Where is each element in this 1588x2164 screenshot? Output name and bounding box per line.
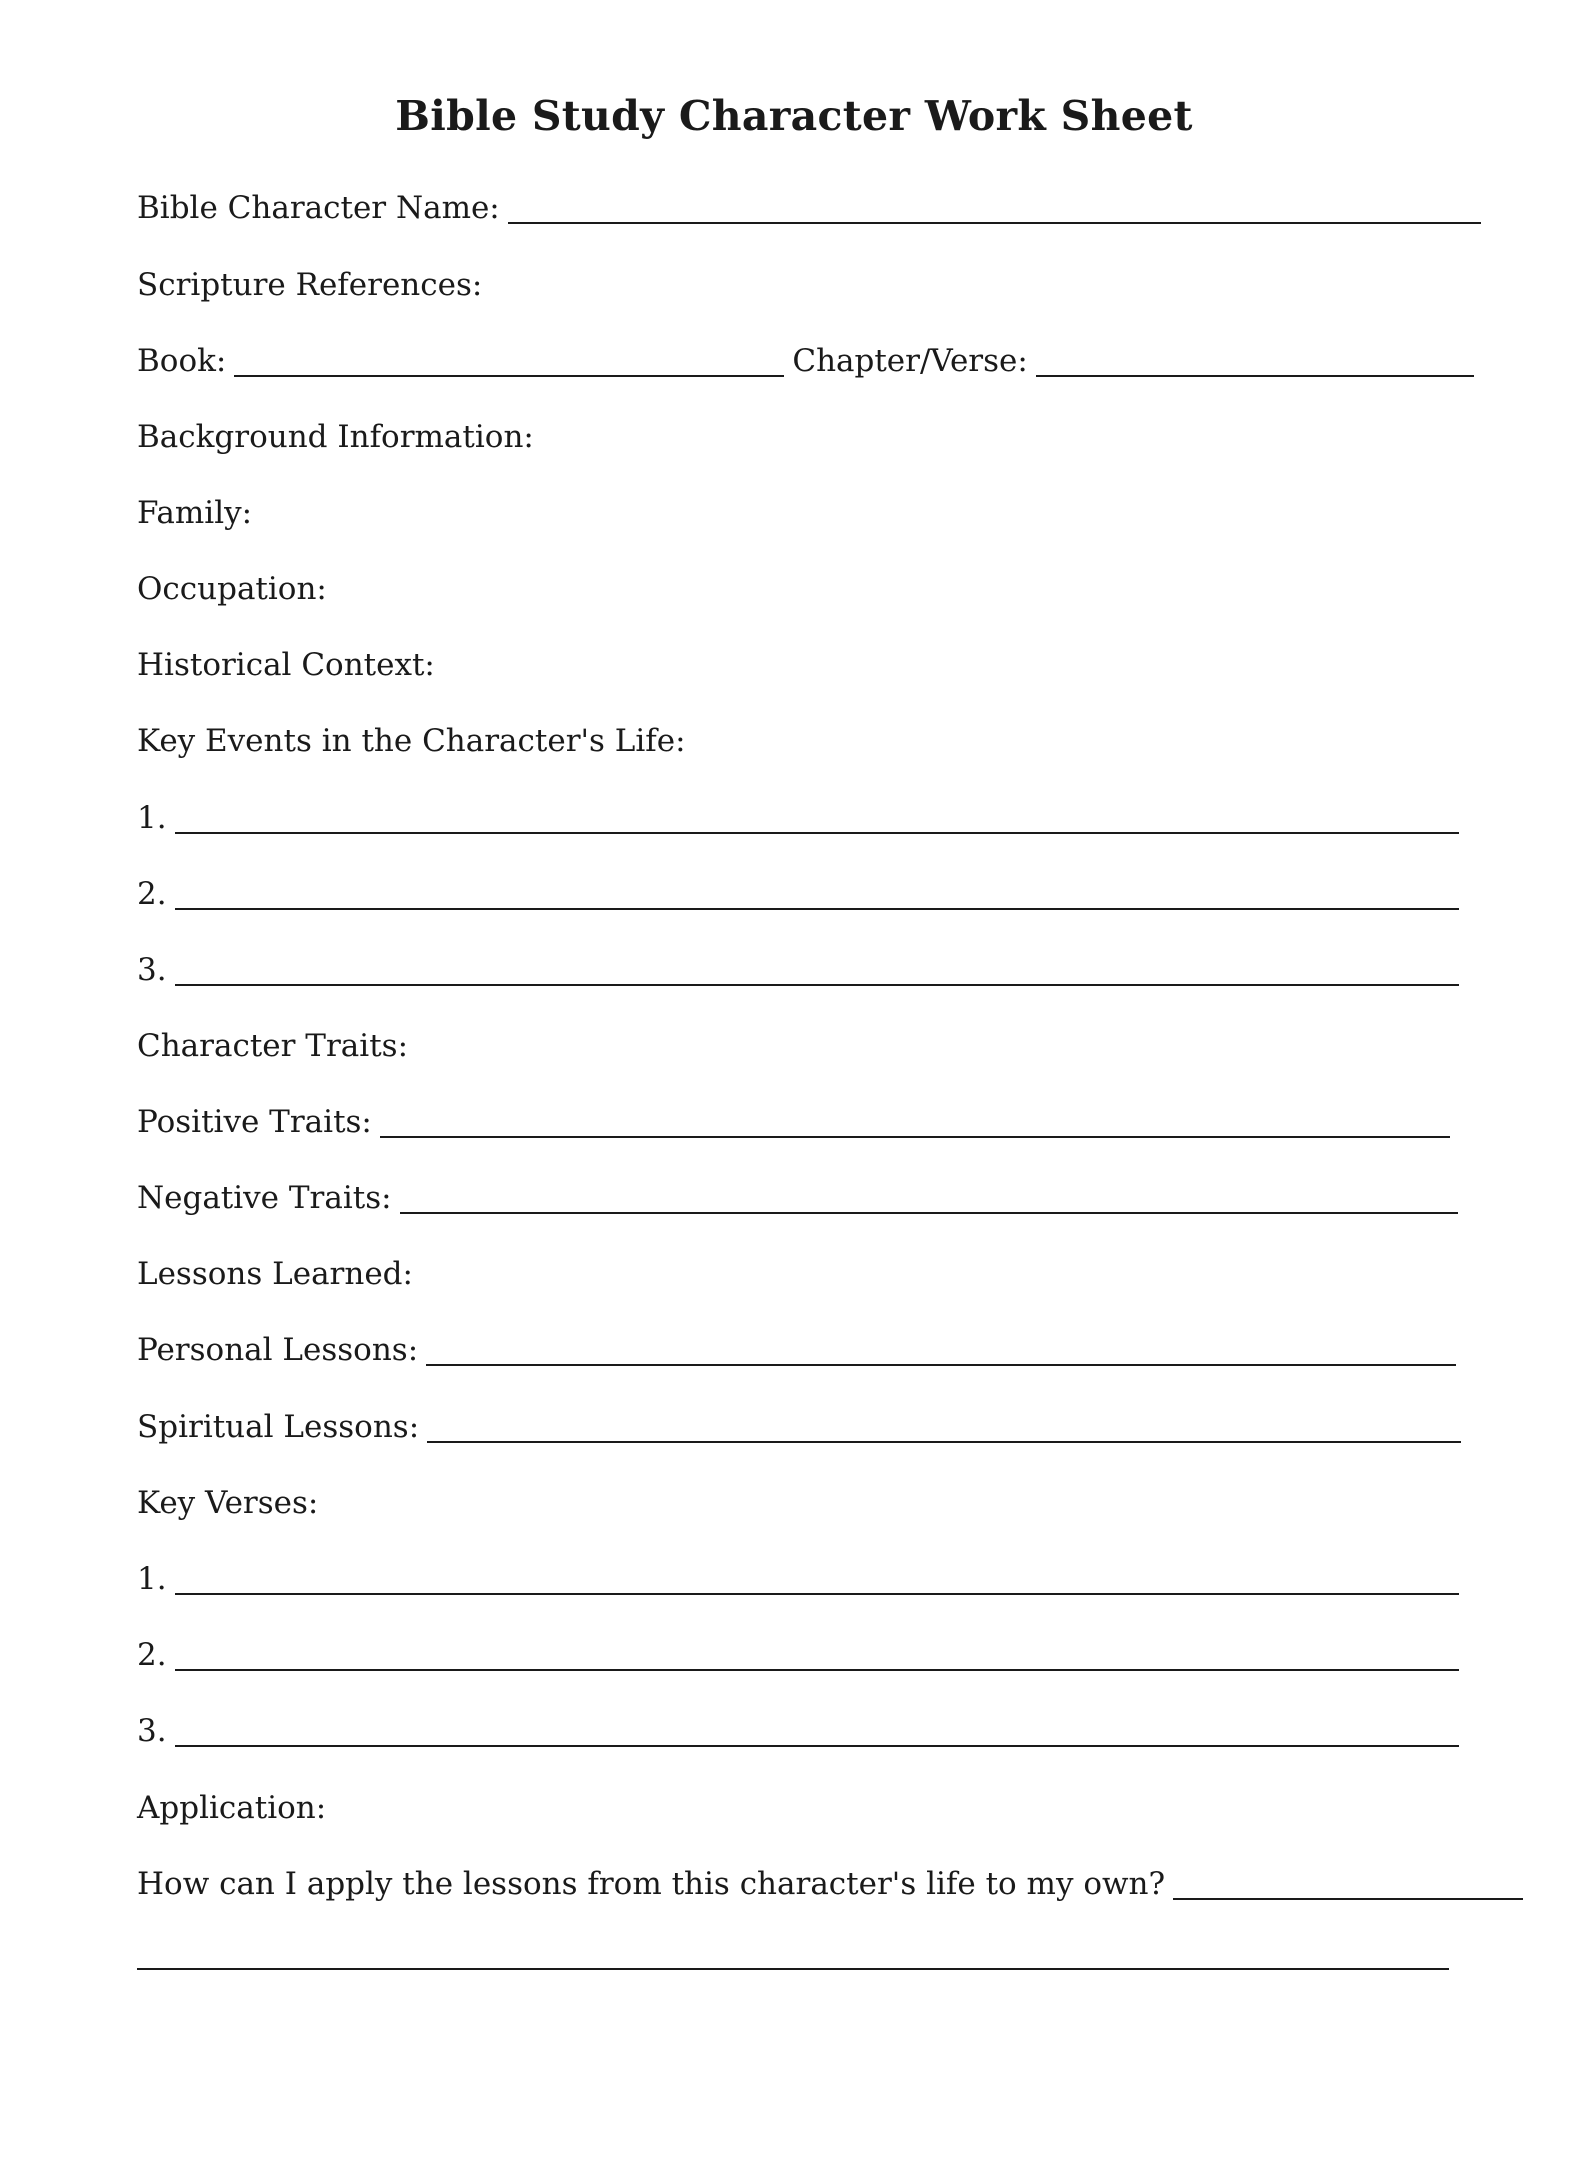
positive-label: Positive Traits: [137,1104,372,1140]
page-title: Bible Study Character Work Sheet [395,92,1193,140]
occupation-row [137,561,327,609]
application-row [137,1780,326,1828]
question-label: How can I apply the lessons from this character's life to my own? [137,1866,1166,1902]
key-verse-item [137,1627,1459,1675]
key-event-blank[interactable] [175,832,1459,834]
key-event-number: 1. [137,800,167,836]
traits-label: Character Traits: [137,1028,409,1064]
book-label: Book: [137,343,227,379]
question-row [137,1856,1523,1904]
key-event-item [137,790,1459,838]
negative-label: Negative Traits: [137,1180,392,1216]
key-verses-label: Key Verses: [137,1485,319,1521]
key-verse-number: 3. [137,1713,167,1749]
spiritual-label: Spiritual Lessons: [137,1409,420,1445]
key-event-blank[interactable] [175,908,1459,910]
background-label: Background Information: [137,419,534,455]
chapter-verse-label: Chapter/Verse: [792,343,1028,379]
key-event-blank[interactable] [175,984,1459,986]
family-label: Family: [137,495,253,531]
key-verse-blank[interactable] [175,1593,1459,1595]
key-verse-blank[interactable] [175,1745,1459,1747]
key-events-row [137,713,686,761]
name-label: Bible Character Name: [137,190,500,226]
lessons-row [137,1246,413,1294]
family-row [137,485,252,533]
key-event-item [137,942,1459,990]
historical-label: Historical Context: [137,647,435,683]
book-blank[interactable] [234,375,784,377]
key-verses-row [137,1475,318,1523]
lessons-label: Lessons Learned: [137,1256,413,1292]
historical-row [137,637,435,685]
positive-row [137,1094,1450,1142]
key-event-item [137,866,1459,914]
spiritual-blank[interactable] [427,1441,1461,1443]
application-label: Application: [137,1790,327,1826]
negative-blank[interactable] [400,1212,1458,1214]
key-events-label: Key Events in the Character's Life: [137,723,686,759]
personal-blank[interactable] [426,1364,1456,1366]
spiritual-row [137,1399,1461,1447]
traits-row [137,1018,408,1066]
key-event-number: 2. [137,876,167,912]
scripture-row [137,257,482,305]
answer-blank[interactable] [137,1968,1449,1970]
key-event-number: 3. [137,952,167,988]
background-row [137,409,534,457]
key-verse-number: 1. [137,1561,167,1597]
key-verse-item [137,1551,1459,1599]
chapter-verse-blank[interactable] [1036,375,1474,377]
key-verse-blank[interactable] [175,1669,1459,1671]
key-verse-number: 2. [137,1637,167,1673]
name-row [137,180,1481,228]
personal-row [137,1322,1456,1370]
negative-row [137,1170,1458,1218]
scripture-label: Scripture References: [137,267,483,303]
positive-blank[interactable] [380,1136,1450,1138]
question-blank[interactable] [1173,1898,1523,1900]
book-row [137,333,1474,381]
occupation-label: Occupation: [137,571,327,607]
personal-label: Personal Lessons: [137,1332,419,1368]
name-blank[interactable] [508,222,1481,224]
key-verse-item [137,1703,1459,1751]
